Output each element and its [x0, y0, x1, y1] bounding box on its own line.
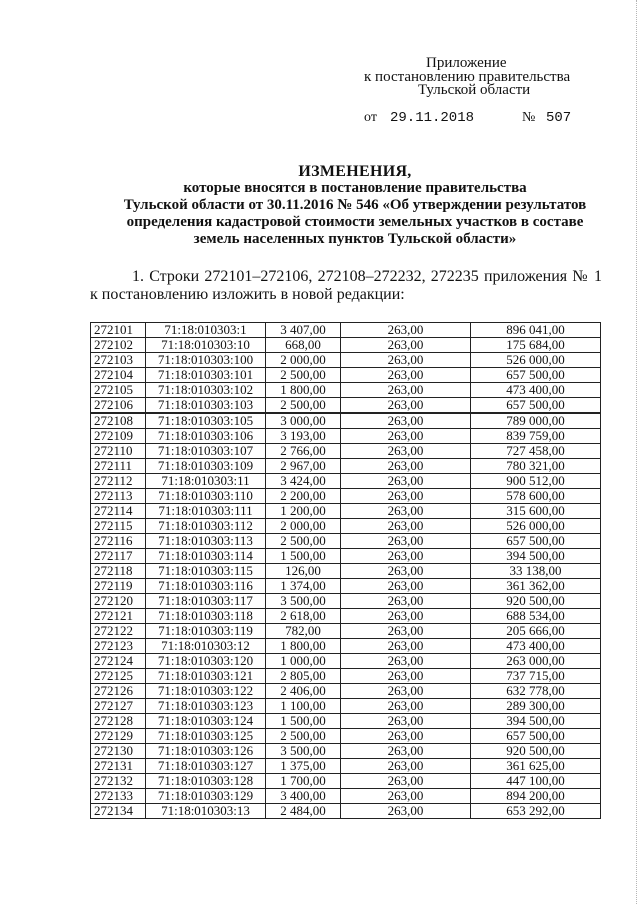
cell-area: 1 374,00: [266, 579, 341, 594]
table-row: [91, 609, 601, 624]
cell-specific-value: 263,00: [341, 519, 471, 534]
cell-cadastral-value: 394 500,00: [471, 549, 601, 564]
cell-area: 3 407,00: [266, 323, 341, 338]
appendix-line-2: к постановлению правительства: [364, 69, 571, 85]
cell-row-number: 272110: [91, 444, 146, 459]
cell-cadastral-number: 71:18:010303:105: [146, 413, 266, 429]
cell-cadastral-number: 71:18:010303:101: [146, 368, 266, 383]
cell-row-number: 272112: [91, 474, 146, 489]
cell-area: 3 000,00: [266, 413, 341, 429]
cell-area: 3 400,00: [266, 789, 341, 804]
cell-cadastral-number: 71:18:010303:114: [146, 549, 266, 564]
table-row: [91, 459, 601, 474]
table-row: [91, 444, 601, 459]
table-row: [91, 549, 601, 564]
table-row: [91, 594, 601, 609]
cell-row-number: 272109: [91, 429, 146, 444]
cell-specific-value: 263,00: [341, 398, 471, 414]
cell-cadastral-value: 900 512,00: [471, 474, 601, 489]
cell-area: 2 500,00: [266, 368, 341, 383]
cell-cadastral-number: 71:18:010303:119: [146, 624, 266, 639]
cell-specific-value: 263,00: [341, 489, 471, 504]
table-row: [91, 489, 601, 504]
cell-specific-value: 263,00: [341, 353, 471, 368]
cell-cadastral-value: 657 500,00: [471, 729, 601, 744]
cell-cadastral-number: 71:18:010303:107: [146, 444, 266, 459]
table-body: [91, 323, 601, 819]
cell-cadastral-number: 71:18:010303:117: [146, 594, 266, 609]
cell-area: 3 500,00: [266, 744, 341, 759]
table-row: [91, 714, 601, 729]
cell-area: 2 766,00: [266, 444, 341, 459]
cell-area: 1 800,00: [266, 383, 341, 398]
cell-row-number: 272130: [91, 744, 146, 759]
cell-area: 1 200,00: [266, 504, 341, 519]
cell-cadastral-number: 71:18:010303:128: [146, 774, 266, 789]
cell-specific-value: 263,00: [341, 669, 471, 684]
cell-cadastral-value: 361 625,00: [471, 759, 601, 774]
cell-cadastral-number: 71:18:010303:113: [146, 534, 266, 549]
cell-cadastral-number: 71:18:010303:127: [146, 759, 266, 774]
cell-area: 2 500,00: [266, 398, 341, 414]
cell-row-number: 272119: [91, 579, 146, 594]
cell-area: 2 000,00: [266, 519, 341, 534]
cell-cadastral-value: 737 715,00: [471, 669, 601, 684]
resolution-date-number: [360, 108, 600, 128]
table-row: [91, 624, 601, 639]
cell-specific-value: 263,00: [341, 654, 471, 669]
cell-area: 3 193,00: [266, 429, 341, 444]
intro-paragraph: [90, 268, 602, 304]
cell-specific-value: 263,00: [341, 564, 471, 579]
cell-specific-value: 263,00: [341, 714, 471, 729]
table-row: [91, 639, 601, 654]
cell-row-number: 272132: [91, 774, 146, 789]
cell-cadastral-number: 71:18:010303:1: [146, 323, 266, 338]
table-row: [91, 774, 601, 789]
paragraph-line-1: 1. Строки 272101–272106, 272108–272232, 272235 приложения № 1: [132, 268, 602, 285]
cell-row-number: 272118: [91, 564, 146, 579]
cell-specific-value: 263,00: [341, 429, 471, 444]
table-row: [91, 804, 601, 819]
cell-row-number: 272126: [91, 684, 146, 699]
cell-specific-value: 263,00: [341, 699, 471, 714]
resolution-date: 29.11.2018: [390, 110, 475, 126]
cell-row-number: 272105: [91, 383, 146, 398]
cell-specific-value: 263,00: [341, 413, 471, 429]
cell-specific-value: 263,00: [341, 744, 471, 759]
cell-specific-value: 263,00: [341, 383, 471, 398]
cell-area: 1 000,00: [266, 654, 341, 669]
table-row: [91, 744, 601, 759]
cell-specific-value: 263,00: [341, 774, 471, 789]
cell-specific-value: 263,00: [341, 444, 471, 459]
table-row: [91, 759, 601, 774]
cell-area: 668,00: [266, 338, 341, 353]
cell-specific-value: 263,00: [341, 459, 471, 474]
cell-area: 2 618,00: [266, 609, 341, 624]
cell-cadastral-number: 71:18:010303:122: [146, 684, 266, 699]
cell-area: 2 805,00: [266, 669, 341, 684]
cell-cadastral-number: 71:18:010303:116: [146, 579, 266, 594]
table-row: [91, 564, 601, 579]
cell-specific-value: 263,00: [341, 594, 471, 609]
cell-row-number: 272122: [91, 624, 146, 639]
cell-cadastral-value: 526 000,00: [471, 519, 601, 534]
cell-specific-value: 263,00: [341, 639, 471, 654]
cell-cadastral-number: 71:18:010303:129: [146, 789, 266, 804]
document-title: [60, 163, 640, 248]
cell-specific-value: 263,00: [341, 684, 471, 699]
table-row: [91, 413, 601, 429]
cell-specific-value: 263,00: [341, 759, 471, 774]
cell-cadastral-number: 71:18:010303:118: [146, 609, 266, 624]
cell-specific-value: 263,00: [341, 804, 471, 819]
cell-cadastral-number: 71:18:010303:106: [146, 429, 266, 444]
cell-specific-value: 263,00: [341, 729, 471, 744]
cell-cadastral-number: 71:18:010303:112: [146, 519, 266, 534]
cell-cadastral-value: 688 534,00: [471, 609, 601, 624]
cell-area: 2 484,00: [266, 804, 341, 819]
cell-row-number: 272111: [91, 459, 146, 474]
cell-cadastral-value: 920 500,00: [471, 594, 601, 609]
cell-row-number: 272124: [91, 654, 146, 669]
table-row: [91, 684, 601, 699]
cell-area: 2 406,00: [266, 684, 341, 699]
cell-cadastral-number: 71:18:010303:124: [146, 714, 266, 729]
cell-cadastral-number: 71:18:010303:111: [146, 504, 266, 519]
cell-cadastral-value: 315 600,00: [471, 504, 601, 519]
resolution-number: 507: [546, 110, 572, 126]
cell-cadastral-value: 653 292,00: [471, 804, 601, 819]
cell-cadastral-number: 71:18:010303:109: [146, 459, 266, 474]
cell-area: 3 424,00: [266, 474, 341, 489]
title-line-3: Тульской области от 30.11.2016 № 546 «Об утверждении результатов: [123, 197, 587, 213]
cell-row-number: 272116: [91, 534, 146, 549]
title-line-5: земель населенных пунктов Тульской области»: [193, 231, 517, 247]
cell-row-number: 272115: [91, 519, 146, 534]
cell-cadastral-value: 657 500,00: [471, 534, 601, 549]
cell-area: 1 500,00: [266, 714, 341, 729]
appendix-line-1: Приложение: [426, 55, 507, 71]
table-row: [91, 519, 601, 534]
table-row: [91, 429, 601, 444]
cell-cadastral-number: 71:18:010303:102: [146, 383, 266, 398]
cell-cadastral-value: 33 138,00: [471, 564, 601, 579]
cell-row-number: 272128: [91, 714, 146, 729]
cell-cadastral-number: 71:18:010303:125: [146, 729, 266, 744]
cell-area: 1 800,00: [266, 639, 341, 654]
cell-cadastral-number: 71:18:010303:121: [146, 669, 266, 684]
cell-specific-value: 263,00: [341, 549, 471, 564]
cell-row-number: 272133: [91, 789, 146, 804]
title-line-4: определения кадастровой стоимости земельных участков в составе: [126, 214, 584, 230]
cell-specific-value: 263,00: [341, 474, 471, 489]
table-row: [91, 654, 601, 669]
table-row: [91, 353, 601, 368]
table-row: [91, 534, 601, 549]
cell-cadastral-value: 727 458,00: [471, 444, 601, 459]
cell-row-number: 272104: [91, 368, 146, 383]
cell-specific-value: 263,00: [341, 323, 471, 338]
cell-cadastral-value: 894 200,00: [471, 789, 601, 804]
cell-cadastral-value: 473 400,00: [471, 383, 601, 398]
cell-cadastral-value: 839 759,00: [471, 429, 601, 444]
cell-area: 2 500,00: [266, 534, 341, 549]
cell-specific-value: 263,00: [341, 534, 471, 549]
cell-row-number: 272127: [91, 699, 146, 714]
cell-row-number: 272129: [91, 729, 146, 744]
paragraph-line-2: к постановлению изложить в новой редакции:: [90, 286, 405, 303]
cell-row-number: 272108: [91, 413, 146, 429]
table-row: [91, 383, 601, 398]
appendix-line-3: Тульской области: [418, 82, 531, 98]
table-row: [91, 338, 601, 353]
cell-specific-value: 263,00: [341, 789, 471, 804]
table-row: [91, 729, 601, 744]
cell-cadastral-value: 657 500,00: [471, 398, 601, 414]
table-row: [91, 474, 601, 489]
cell-cadastral-number: 71:18:010303:110: [146, 489, 266, 504]
cell-cadastral-number: 71:18:010303:10: [146, 338, 266, 353]
cell-cadastral-value: 526 000,00: [471, 353, 601, 368]
table-row: [91, 669, 601, 684]
cell-cadastral-value: 789 000,00: [471, 413, 601, 429]
cell-specific-value: 263,00: [341, 624, 471, 639]
cell-row-number: 272117: [91, 549, 146, 564]
cell-cadastral-value: 361 362,00: [471, 579, 601, 594]
cell-cadastral-value: 447 100,00: [471, 774, 601, 789]
page-edge-marks: [635, 0, 637, 904]
cell-cadastral-value: 175 684,00: [471, 338, 601, 353]
cell-cadastral-value: 473 400,00: [471, 639, 601, 654]
cell-area: 782,00: [266, 624, 341, 639]
cell-row-number: 272131: [91, 759, 146, 774]
cell-row-number: 272134: [91, 804, 146, 819]
cell-area: 2 500,00: [266, 729, 341, 744]
table-row: [91, 323, 601, 338]
cell-cadastral-number: 71:18:010303:103: [146, 398, 266, 414]
cell-cadastral-number: 71:18:010303:120: [146, 654, 266, 669]
date-prefix: от: [364, 110, 377, 125]
table-row: [91, 504, 601, 519]
cell-cadastral-value: 578 600,00: [471, 489, 601, 504]
cell-cadastral-value: 394 500,00: [471, 714, 601, 729]
cell-cadastral-value: 920 500,00: [471, 744, 601, 759]
cell-row-number: 272120: [91, 594, 146, 609]
cell-row-number: 272103: [91, 353, 146, 368]
cadastral-value-table: [90, 322, 601, 819]
table-row: [91, 579, 601, 594]
cell-cadastral-number: 71:18:010303:100: [146, 353, 266, 368]
cell-cadastral-value: 780 321,00: [471, 459, 601, 474]
title-line-2: которые вносятся в постановление правительства: [183, 180, 527, 196]
cell-cadastral-number: 71:18:010303:11: [146, 474, 266, 489]
cell-cadastral-value: 289 300,00: [471, 699, 601, 714]
table-row: [91, 789, 601, 804]
cell-area: 1 500,00: [266, 549, 341, 564]
cell-specific-value: 263,00: [341, 579, 471, 594]
cell-cadastral-number: 71:18:010303:123: [146, 699, 266, 714]
cell-cadastral-value: 896 041,00: [471, 323, 601, 338]
cell-cadastral-value: 263 000,00: [471, 654, 601, 669]
cell-cadastral-number: 71:18:010303:13: [146, 804, 266, 819]
cell-cadastral-number: 71:18:010303:12: [146, 639, 266, 654]
cell-area: 3 500,00: [266, 594, 341, 609]
cell-row-number: 272101: [91, 323, 146, 338]
cell-specific-value: 263,00: [341, 368, 471, 383]
cell-area: 2 000,00: [266, 353, 341, 368]
cell-cadastral-number: 71:18:010303:126: [146, 744, 266, 759]
cell-specific-value: 263,00: [341, 338, 471, 353]
cell-cadastral-value: 632 778,00: [471, 684, 601, 699]
cell-cadastral-value: 657 500,00: [471, 368, 601, 383]
table-row: [91, 398, 601, 414]
cell-row-number: 272125: [91, 669, 146, 684]
cell-cadastral-value: 205 666,00: [471, 624, 601, 639]
cell-row-number: 272113: [91, 489, 146, 504]
number-sign: №: [522, 110, 536, 125]
cell-area: 126,00: [266, 564, 341, 579]
table-row: [91, 368, 601, 383]
cell-row-number: 272102: [91, 338, 146, 353]
cell-specific-value: 263,00: [341, 504, 471, 519]
cell-row-number: 272106: [91, 398, 146, 414]
cell-cadastral-number: 71:18:010303:115: [146, 564, 266, 579]
cell-area: 1 700,00: [266, 774, 341, 789]
cell-row-number: 272123: [91, 639, 146, 654]
cell-specific-value: 263,00: [341, 609, 471, 624]
cell-row-number: 272114: [91, 504, 146, 519]
table-row: [91, 699, 601, 714]
cell-area: 1 100,00: [266, 699, 341, 714]
cell-row-number: 272121: [91, 609, 146, 624]
title-line-1: ИЗМЕНЕНИЯ,: [298, 163, 412, 180]
cell-area: 2 967,00: [266, 459, 341, 474]
cell-area: 2 200,00: [266, 489, 341, 504]
cell-area: 1 375,00: [266, 759, 341, 774]
